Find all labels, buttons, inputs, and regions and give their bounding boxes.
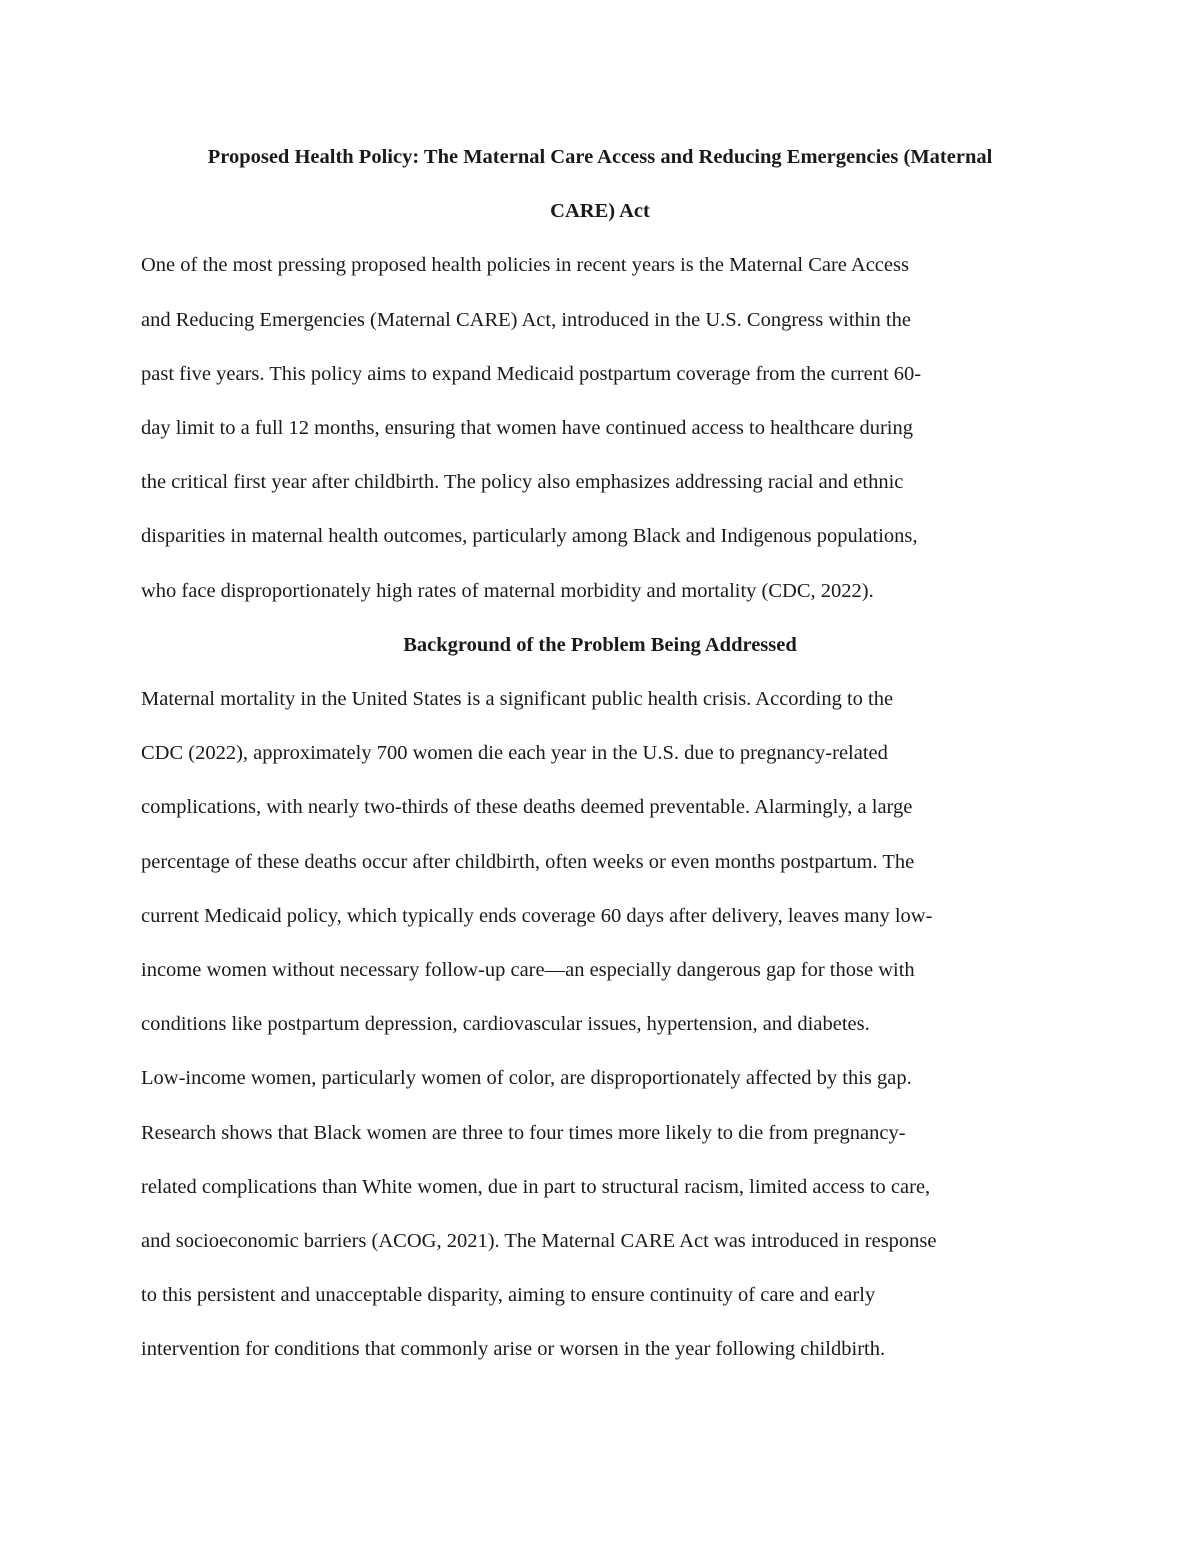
paragraph-line: day limit to a full 12 months, ensuring that women have continued access to healthcare during <box>141 417 913 440</box>
paragraph-line: who face disproportionately high rates of maternal morbidity and mortality (CDC, 2022). <box>141 579 874 602</box>
paragraph-line: Maternal mortality in the United States is a significant public health crisis. According to the <box>141 688 894 711</box>
paragraph-line: related complications than White women, due in part to structural racism, limited access to care, <box>141 1175 931 1198</box>
document-body <box>141 130 1059 1377</box>
paragraph-line: intervention for conditions that commonly arise or worsen in the year following childbirth. <box>141 1338 886 1361</box>
paragraph-line: and Reducing Emergencies (Maternal CARE) Act, introduced in the U.S. Congress within the <box>141 308 911 331</box>
paragraph-line: and socioeconomic barriers (ACOG, 2021). The Maternal CARE Act was introduced in response <box>141 1230 937 1253</box>
paragraph-line: disparities in maternal health outcomes, particularly among Black and Indigenous populations, <box>141 525 918 548</box>
paragraph-line: to this persistent and unacceptable disparity, aiming to ensure continuity of care and early <box>141 1284 876 1307</box>
paragraph-line: income women without necessary follow-up care—an especially dangerous gap for those with <box>141 959 915 982</box>
paragraph-line: Research shows that Black women are three to four times more likely to die from pregnancy- <box>141 1121 906 1144</box>
document-title <box>141 130 1059 238</box>
section-heading-background: Background of the Problem Being Addressed <box>403 633 797 656</box>
paragraph-line: CDC (2022), approximately 700 women die each year in the U.S. due to pregnancy-related <box>141 742 888 765</box>
paragraph-line: complications, with nearly two-thirds of these deaths deemed preventable. Alarmingly, a large <box>141 796 913 819</box>
paragraph-line: Low-income women, particularly women of color, are disproportionately affected by this gap. <box>141 1067 912 1090</box>
title-line-2: CARE) Act <box>550 200 650 223</box>
paragraph-line: past five years. This policy aims to expand Medicaid postpartum coverage from the current 60- <box>141 362 922 385</box>
paragraph-line: One of the most pressing proposed health policies in recent years is the Maternal Care Access <box>141 254 909 277</box>
paragraph-line: current Medicaid policy, which typically ends coverage 60 days after delivery, leaves many low- <box>141 904 933 927</box>
paragraph-line: percentage of these deaths occur after childbirth, often weeks or even months postpartum. The <box>141 850 915 873</box>
paragraph-line: the critical first year after childbirth. The policy also emphasizes addressing racial and ethnic <box>141 471 904 494</box>
title-line-1: Proposed Health Policy: The Maternal Care Access and Reducing Emergencies (Maternal <box>207 146 993 168</box>
paragraph-intro <box>141 238 1059 617</box>
paragraph-background <box>141 672 1059 1377</box>
paragraph-line: conditions like postpartum depression, cardiovascular issues, hypertension, and diabetes. <box>141 1013 870 1036</box>
